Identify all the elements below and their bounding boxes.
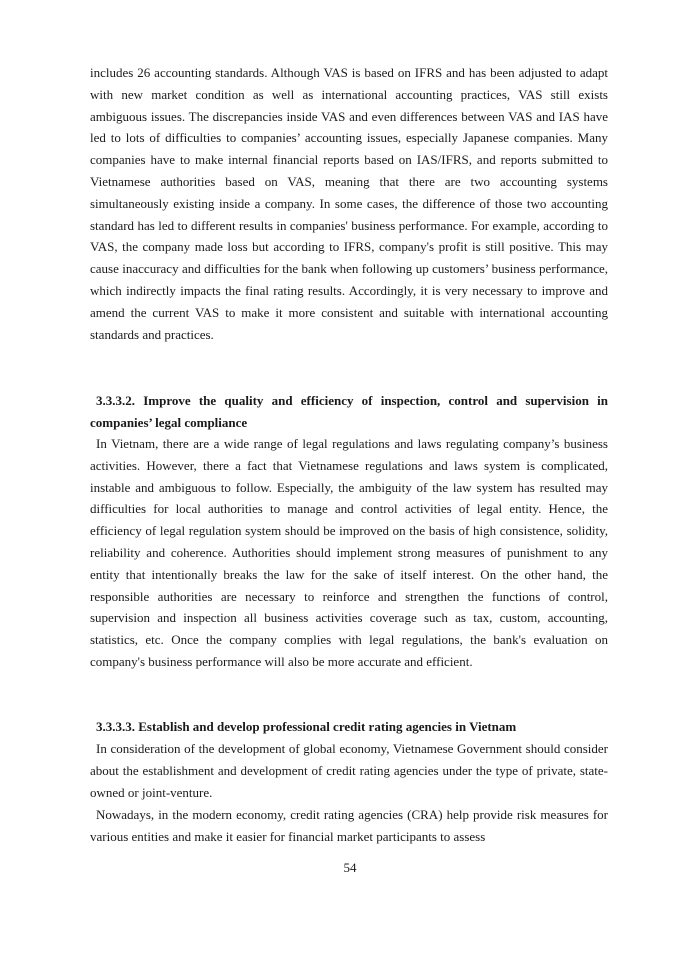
paragraph-credit-agencies-intro: In consideration of the development of global economy, Vietnamese Government should consider about the establishment and development of credit rating agencies under the type of private, state-owned or joint-venture. [90,741,608,800]
section-heading-3-3-3-3: 3.3.3.3. Establish and develop professional credit rating agencies in Vietnam [96,719,517,734]
section-heading-3-3-3-2: 3.3.3.2. Improve the quality and efficiency of inspection, control and supervision in companies’ legal compliance [90,393,608,430]
page-number: 54 [343,860,357,875]
paragraph-vas-improvement: includes 26 accounting standards. Although VAS is based on IFRS and has been adjusted to adapt with new market condition as well as international accounting practices, VAS still exists ambiguous issues. The discrepancies inside VAS and even differences between VAS and IAS have led to lots of difficulties to companies’ accounting issues, especially Japanese companies. Many companies have to make internal financial reports based on IAS/IFRS, and reports submitted to Vietnamese authorities based on VAS, meaning that there are two accounting systems simultaneously existing inside a company. In some cases, the difference of those two accounting standard has led to different results in companies' business performance. For example, according to VAS, the company made loss but according to IFRS, company's profit is still positive. This may cause inaccuracy and difficulties for the bank when following up customers’ business performance, which indirectly impacts the final rating results. Accordingly, it is very necessary to improve and amend the current VAS to make it more consistent and suitable with international accounting standards and practices. [90,65,608,342]
paragraph-legal-compliance: In Vietnam, there are a wide range of legal regulations and laws regulating company’s business activities. However, there a fact that Vietnamese regulations and laws system is complicated, instable and ambiguous to follow. Especially, the ambiguity of the law system has resulted may difficulties for local authorities to manage and control activities of legal entity. Hence, the efficiency of legal regulation system should be improved on the basis of high consistence, solidity, reliability and coherence. Authorities should implement strong measures of punishment to any entity that intentionally breaks the law for the sake of itself interest. On the other hand, the responsible authorities are necessary to reinforce and strengthen the functions of control, supervision and inspection all business activities coverage such as tax, custom, accounting, statistics, etc. Once the company complies with legal regulations, the bank's evaluation on company's business performance will also be more accurate and efficient. [90,436,608,669]
paragraph-credit-agencies-modern: Nowadays, in the modern economy, credit rating agencies (CRA) help provide risk measures for various entities and make it easier for financial market participants to assess [90,807,608,844]
